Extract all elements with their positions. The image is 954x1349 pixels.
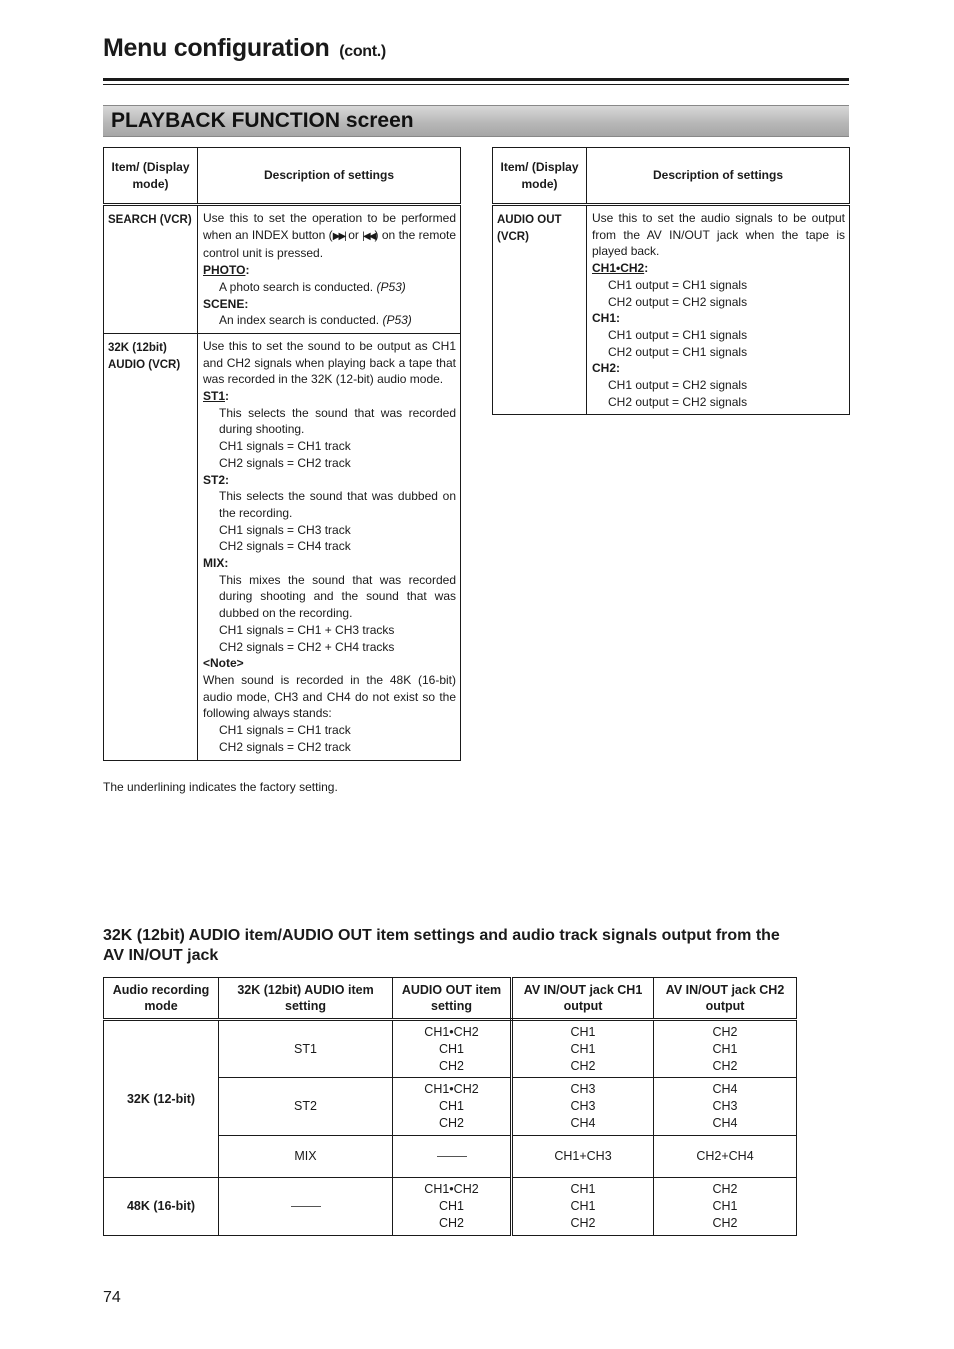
header-description: Description of settings — [198, 148, 461, 205]
option-ch1ch2 — [592, 260, 845, 277]
cell-line: CH1 — [438, 1099, 464, 1113]
cell-line: CH4 — [570, 1116, 596, 1130]
note-line1: CH1 signals = CH1 track — [219, 723, 351, 738]
mix-ch2-output: CH2+CH4 — [654, 1136, 797, 1178]
grid-header-ch2-output: AV IN/OUT jack CH2 output — [654, 978, 797, 1020]
option-st1 — [203, 388, 456, 405]
cell-line: CH2 — [712, 1182, 738, 1196]
audio-output-summary-table — [103, 977, 797, 1236]
st1-line2: CH2 signals = CH2 track — [219, 455, 351, 470]
desc-audio-out — [587, 205, 850, 415]
page-title — [103, 34, 386, 63]
cell-line: CH1 — [570, 1199, 596, 1213]
cell-line: CH3 — [570, 1082, 596, 1096]
grid-header-mode: Audio recording mode — [104, 978, 219, 1020]
item-audio-out: AUDIO OUT (VCR) — [493, 205, 587, 415]
option-st2: ST2: — [203, 472, 230, 487]
setting-48k-empty — [219, 1178, 393, 1236]
cell-line: CH2 — [712, 1058, 738, 1073]
section-banner — [103, 105, 849, 137]
fast-forward-icon: ▶▶| — [332, 230, 345, 242]
title-main: Menu configuration — [103, 34, 330, 62]
note-line2: CH2 signals = CH2 track — [219, 739, 351, 754]
option-photo-desc — [203, 279, 456, 296]
mode-32k: 32K (12-bit) — [104, 1020, 219, 1178]
cell-line: CH3 — [570, 1099, 596, 1113]
st2-ch2-output — [654, 1078, 797, 1136]
option-photo-colon: : — [245, 263, 250, 278]
search-intro-c: ) on the remote control unit is pressed. — [203, 227, 457, 261]
cell-line: CH1 — [712, 1041, 738, 1056]
factory-setting-footnote: The underlining indicates the factory setting. — [103, 780, 338, 794]
cell-line: CH2 — [438, 1216, 464, 1230]
row-audio-out — [493, 205, 850, 415]
cell-line: CH1•CH2 — [424, 1082, 479, 1096]
ch1ch2-line1: CH1 output = CH1 signals — [608, 277, 748, 292]
48k-audio-out — [393, 1178, 512, 1236]
header-item: Item/ (Display mode) — [104, 148, 198, 205]
mix-line1: CH1 signals = CH1 + CH3 tracks — [219, 622, 395, 637]
title-cont: (cont.) — [339, 43, 386, 60]
item-search: SEARCH (VCR) — [104, 205, 198, 334]
cell-line: CH1•CH2 — [424, 1182, 479, 1196]
grid-header-audio-out: AUDIO OUT item setting — [393, 978, 512, 1020]
ch1-line2: CH2 output = CH1 signals — [608, 344, 748, 359]
empty-dash — [291, 1206, 321, 1207]
mix-line2: CH2 signals = CH2 + CH4 tracks — [219, 639, 395, 654]
option-st1-colon: : — [225, 389, 230, 404]
st2-desc: This selects the sound that was dubbed on the recording. — [219, 489, 456, 520]
option-ch1ch2-label: CH1•CH2 — [592, 261, 645, 276]
page-number: 74 — [103, 1289, 121, 1306]
setting-st2: ST2 — [219, 1078, 393, 1136]
mix-audio-out-empty — [393, 1136, 512, 1178]
cell-line: CH2 — [570, 1216, 596, 1230]
option-mix: MIX: — [203, 556, 229, 571]
section-banner-title: PLAYBACK FUNCTION screen — [111, 109, 414, 132]
cell-line: CH1•CH2 — [424, 1024, 479, 1039]
cell-line: CH1 — [570, 1024, 596, 1039]
title-rule-thick — [103, 78, 849, 81]
st2-line2: CH2 signals = CH4 track — [219, 539, 351, 554]
ch1-line1: CH1 output = CH1 signals — [608, 327, 748, 342]
photo-desc-text: A photo search is conducted. — [219, 279, 374, 294]
title-rule-thin — [103, 84, 849, 85]
cell-line: CH1 — [712, 1199, 738, 1213]
cell-line: CH1 — [570, 1182, 596, 1196]
header-item-right: Item/ (Display mode) — [493, 148, 587, 205]
ch1ch2-line2: CH2 output = CH2 signals — [608, 294, 748, 309]
grid-header-32k-setting: 32K (12bit) AUDIO item setting — [219, 978, 393, 1020]
cell-line: CH4 — [712, 1116, 738, 1130]
table-row — [104, 1178, 797, 1236]
search-intro-b: or — [344, 227, 363, 242]
st1-ch2-output — [654, 1020, 797, 1078]
cell-line: CH4 — [712, 1082, 738, 1096]
left-settings-table — [103, 147, 461, 761]
row-audio32k — [104, 333, 461, 760]
st1-desc: This selects the sound that was recorded during shooting. — [219, 405, 456, 437]
st1-line1: CH1 signals = CH1 track — [219, 439, 351, 454]
scene-page-ref: (P53) — [382, 313, 412, 328]
option-scene-desc — [203, 312, 456, 329]
header-description-right: Description of settings — [587, 148, 850, 205]
cell-line: CH2 — [712, 1024, 738, 1039]
ch2-line2: CH2 output = CH2 signals — [608, 394, 748, 409]
setting-mix: MIX — [219, 1136, 393, 1178]
empty-dash — [437, 1156, 467, 1157]
cell-line: CH2 — [438, 1058, 464, 1073]
setting-st1: ST1 — [219, 1020, 393, 1078]
48k-ch1-output — [512, 1178, 654, 1236]
mix-desc: This mixes the sound that was recorded during shooting and the sound that was dubbed on the recording. — [219, 572, 456, 621]
audio-out-intro: Use this to set the audio signals to be output from the AV IN/OUT jack when the tape is played back. — [592, 211, 845, 259]
ch2-line1: CH1 output = CH2 signals — [608, 378, 748, 393]
cell-line: CH2 — [438, 1116, 464, 1130]
cell-line: CH2 — [712, 1216, 738, 1230]
48k-ch2-output — [654, 1178, 797, 1236]
st2-ch1-output — [512, 1078, 654, 1136]
cell-line: CH1 — [570, 1041, 596, 1056]
option-photo — [203, 262, 456, 279]
mode-48k: 48K (16-bit) — [104, 1178, 219, 1236]
option-ch1ch2-colon: : — [644, 261, 649, 276]
scene-desc-text: An index search is conducted. — [219, 313, 380, 328]
mix-ch1-output: CH1+CH3 — [512, 1136, 654, 1178]
search-intro — [203, 210, 456, 262]
row-search — [104, 205, 461, 334]
cell-line: CH3 — [712, 1099, 738, 1113]
option-scene: SCENE: — [203, 296, 249, 311]
item-audio32k: 32K (12bit) AUDIO (VCR) — [104, 333, 198, 760]
st1-ch1-output — [512, 1020, 654, 1078]
note-label: <Note> — [203, 656, 244, 671]
st2-line1: CH1 signals = CH3 track — [219, 522, 351, 537]
option-photo-label: PHOTO — [203, 263, 246, 278]
desc-search — [198, 205, 461, 334]
table-row — [104, 1020, 797, 1078]
note-text: When sound is recorded in the 48K (16-bit) audio mode, CH3 and CH4 do not exist so the following always stands: — [203, 672, 456, 721]
grid-header-ch1-output: AV IN/OUT jack CH1 output — [512, 978, 654, 1020]
search-intro-a: Use this to set the operation to be performed when an INDEX button ( — [203, 211, 456, 242]
option-ch1: CH1: — [592, 311, 621, 326]
cell-line: CH1 — [438, 1199, 464, 1213]
audio32k-intro: Use this to set the sound to be output as CH1 and CH2 signals when playing back a tape that was recorded in the 32K (12-bit) audio mode. — [203, 338, 456, 387]
grid-header-row — [104, 978, 797, 1020]
section-subheading: 32K (12bit) AUDIO item/AUDIO OUT item settings and audio track signals output from the AV IN/OUT jack — [103, 927, 780, 964]
photo-page-ref: (P53) — [376, 279, 406, 294]
st2-audio-out — [393, 1078, 512, 1136]
cell-line: CH2 — [570, 1058, 596, 1073]
rewind-icon: |◀◀ — [362, 230, 375, 242]
option-st1-label: ST1 — [203, 389, 226, 404]
right-settings-table — [492, 147, 850, 415]
st1-audio-out — [393, 1020, 512, 1078]
option-ch2: CH2: — [592, 361, 621, 376]
cell-line: CH1 — [438, 1041, 464, 1056]
desc-audio32k — [198, 333, 461, 760]
